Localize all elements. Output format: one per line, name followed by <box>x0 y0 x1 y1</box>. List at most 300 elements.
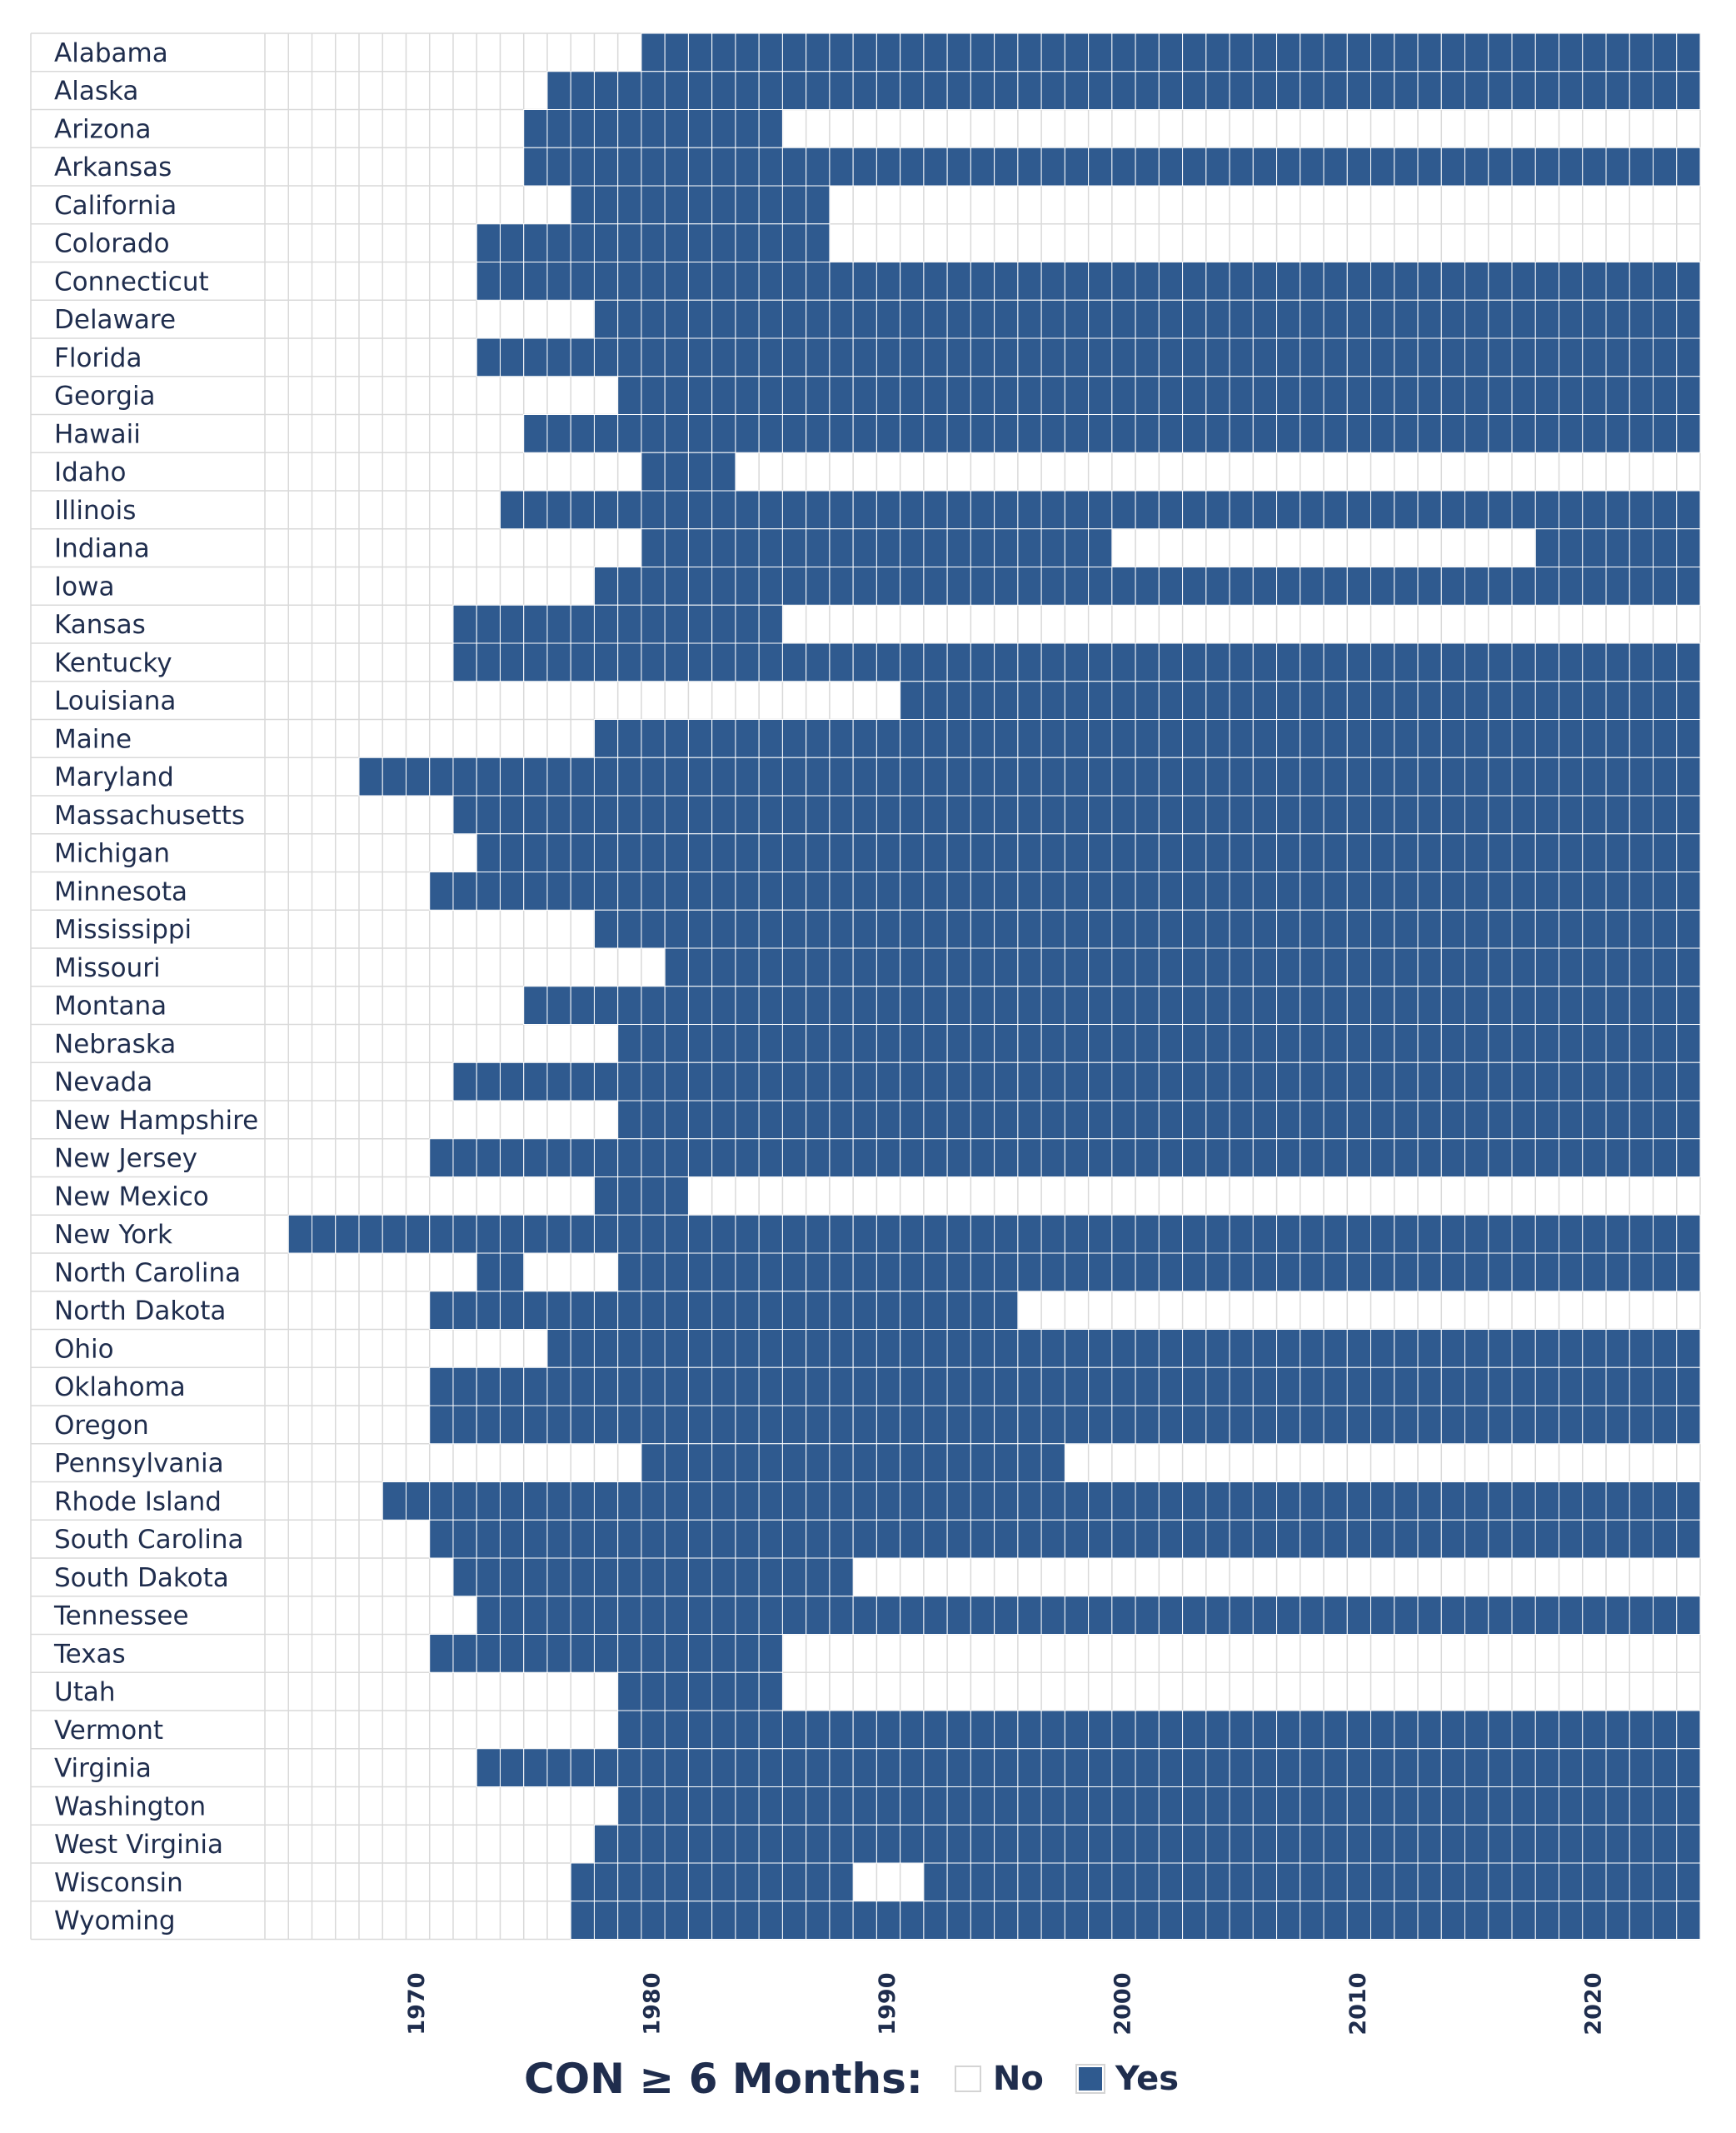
cell-yes <box>1465 1139 1489 1177</box>
cell-yes <box>1065 147 1088 186</box>
cell-yes <box>1018 1787 1041 1826</box>
cell-yes <box>759 1635 782 1673</box>
cell-yes <box>641 720 665 758</box>
cell-yes <box>1347 987 1370 1025</box>
cell-yes <box>970 1520 994 1558</box>
cell-yes <box>1230 1825 1253 1863</box>
cell-yes <box>1394 1330 1418 1368</box>
cell-yes <box>1065 300 1088 338</box>
cell-yes <box>1277 300 1300 338</box>
cell-yes <box>947 72 970 110</box>
cell-yes <box>500 262 523 301</box>
cell-yes <box>853 1139 876 1177</box>
cell-yes <box>995 1863 1018 1901</box>
row-label: Arkansas <box>54 152 172 183</box>
cell-yes <box>524 147 547 186</box>
cell-yes <box>782 834 806 872</box>
cell-yes <box>1418 1596 1441 1635</box>
cell-yes <box>995 377 1018 415</box>
cell-yes <box>594 1406 617 1444</box>
cell-yes <box>970 415 994 453</box>
cell-yes <box>1018 796 1041 834</box>
cell-yes <box>712 1825 736 1863</box>
cell-yes <box>759 33 782 72</box>
cell-yes <box>1159 910 1182 948</box>
cell-yes <box>453 1482 476 1521</box>
cell-yes <box>1089 491 1112 529</box>
cell-yes <box>1418 910 1441 948</box>
cell-yes <box>1629 1025 1653 1063</box>
cell-yes <box>1135 1787 1159 1826</box>
cell-yes <box>1041 987 1065 1025</box>
cell-yes <box>970 1825 994 1863</box>
row-label: Montana <box>54 991 167 1022</box>
cell-yes <box>1183 1215 1206 1253</box>
cell-yes <box>1465 1482 1489 1521</box>
cell-yes <box>806 1025 830 1063</box>
cell-yes <box>1018 1825 1041 1863</box>
cell-yes <box>947 834 970 872</box>
cell-yes <box>1606 33 1629 72</box>
cell-yes <box>1112 796 1135 834</box>
cell-yes <box>1418 643 1441 682</box>
cell-yes <box>1583 1253 1606 1291</box>
row-label: Michigan <box>54 838 170 869</box>
cell-yes <box>1277 147 1300 186</box>
cell-yes <box>1206 757 1230 796</box>
cell-yes <box>571 1215 594 1253</box>
cell-yes <box>876 377 900 415</box>
cell-yes <box>688 377 711 415</box>
cell-yes <box>712 186 736 224</box>
cell-yes <box>1159 1025 1182 1063</box>
cell-yes <box>782 1558 806 1596</box>
cell-yes <box>1183 872 1206 911</box>
cell-yes <box>970 910 994 948</box>
cell-yes <box>830 910 853 948</box>
cell-yes <box>1654 567 1677 606</box>
cell-yes <box>806 1596 830 1635</box>
cell-yes <box>1347 147 1370 186</box>
cell-yes <box>1606 567 1629 606</box>
cell-yes <box>853 1101 876 1139</box>
cell-yes <box>1135 1749 1159 1787</box>
cell-yes <box>665 452 688 491</box>
cell-yes <box>618 1139 641 1177</box>
cell-yes <box>1535 529 1559 567</box>
cell-yes <box>1300 1025 1324 1063</box>
cell-yes <box>1489 1215 1512 1253</box>
cell-yes <box>1629 834 1653 872</box>
cell-yes <box>618 415 641 453</box>
cell-yes <box>759 1253 782 1291</box>
cell-yes <box>641 33 665 72</box>
cell-yes <box>665 720 688 758</box>
cell-yes <box>594 643 617 682</box>
cell-yes <box>571 1749 594 1787</box>
cell-yes <box>1300 987 1324 1025</box>
cell-yes <box>830 1215 853 1253</box>
cell-yes <box>571 1558 594 1596</box>
cell-yes <box>1535 1787 1559 1826</box>
cell-yes <box>876 1749 900 1787</box>
cell-yes <box>995 834 1018 872</box>
cell-yes <box>1277 1863 1300 1901</box>
cell-yes <box>1183 834 1206 872</box>
cell-yes <box>571 72 594 110</box>
cell-yes <box>1089 948 1112 987</box>
cell-yes <box>876 1253 900 1291</box>
cell-yes <box>712 529 736 567</box>
cell-yes <box>1441 1520 1464 1558</box>
cell-yes <box>924 1367 947 1406</box>
cell-yes <box>1606 1025 1629 1063</box>
cell-yes <box>1654 1025 1677 1063</box>
cell-yes <box>1583 757 1606 796</box>
cell-yes <box>1441 1596 1464 1635</box>
cell-yes <box>1441 1863 1464 1901</box>
cell-yes <box>1394 1139 1418 1177</box>
cell-yes <box>1465 1101 1489 1139</box>
cell-yes <box>500 1749 523 1787</box>
cell-yes <box>665 377 688 415</box>
cell-yes <box>806 948 830 987</box>
cell-yes <box>1300 72 1324 110</box>
cell-yes <box>1159 338 1182 377</box>
cell-yes <box>1583 1139 1606 1177</box>
cell-yes <box>1441 338 1464 377</box>
cell-yes <box>594 1367 617 1406</box>
cell-yes <box>1512 1901 1535 1940</box>
cell-yes <box>665 1520 688 1558</box>
cell-yes <box>476 1406 500 1444</box>
cell-yes <box>1418 872 1441 911</box>
cell-yes <box>736 147 759 186</box>
cell-yes <box>1065 1482 1088 1521</box>
cell-yes <box>524 605 547 643</box>
cell-yes <box>1418 757 1441 796</box>
cell-yes <box>1559 1215 1583 1253</box>
cell-yes <box>970 1139 994 1177</box>
cell-yes <box>947 567 970 606</box>
cell-yes <box>1018 948 1041 987</box>
cell-yes <box>947 1711 970 1749</box>
cell-yes <box>665 186 688 224</box>
cell-yes <box>641 910 665 948</box>
cell-yes <box>665 1025 688 1063</box>
cell-yes <box>900 491 924 529</box>
cell-yes <box>1112 300 1135 338</box>
cell-yes <box>1583 1367 1606 1406</box>
cell-yes <box>1277 910 1300 948</box>
cell-yes <box>924 415 947 453</box>
cell-yes <box>1512 1330 1535 1368</box>
cell-yes <box>830 338 853 377</box>
cell-yes <box>1654 1253 1677 1291</box>
cell-yes <box>970 338 994 377</box>
cell-yes <box>1041 377 1065 415</box>
cell-yes <box>688 1025 711 1063</box>
cell-yes <box>1112 1482 1135 1521</box>
cell-yes <box>453 757 476 796</box>
cell-yes <box>1018 147 1041 186</box>
cell-yes <box>759 415 782 453</box>
cell-yes <box>1065 682 1088 720</box>
cell-yes <box>1654 529 1677 567</box>
cell-yes <box>1324 1863 1347 1901</box>
cell-yes <box>1371 147 1394 186</box>
cell-yes <box>1418 1482 1441 1521</box>
cell-yes <box>1583 147 1606 186</box>
cell-yes <box>806 224 830 262</box>
cell-yes <box>641 1406 665 1444</box>
cell-yes <box>476 872 500 911</box>
cell-yes <box>900 757 924 796</box>
cell-yes <box>759 72 782 110</box>
cell-yes <box>782 338 806 377</box>
cell-yes <box>1677 796 1700 834</box>
cell-yes <box>641 1139 665 1177</box>
cell-yes <box>924 1291 947 1330</box>
cell-yes <box>1606 682 1629 720</box>
cell-yes <box>1206 1025 1230 1063</box>
cell-yes <box>995 491 1018 529</box>
cell-yes <box>1535 1253 1559 1291</box>
cell-yes <box>759 872 782 911</box>
cell-yes <box>995 300 1018 338</box>
cell-yes <box>1418 1863 1441 1901</box>
cell-yes <box>1654 1749 1677 1787</box>
cell-yes <box>594 1825 617 1863</box>
cell-yes <box>736 948 759 987</box>
cell-yes <box>1606 1901 1629 1940</box>
cell-yes <box>476 1558 500 1596</box>
cell-yes <box>736 1749 759 1787</box>
cell-yes <box>1277 643 1300 682</box>
cell-yes <box>1159 1482 1182 1521</box>
cell-yes <box>1465 910 1489 948</box>
cell-yes <box>1089 682 1112 720</box>
cell-yes <box>1018 1520 1041 1558</box>
cell-yes <box>876 948 900 987</box>
cell-yes <box>900 1253 924 1291</box>
cell-yes <box>1135 1025 1159 1063</box>
cell-yes <box>641 1596 665 1635</box>
cell-yes <box>759 834 782 872</box>
cell-yes <box>712 1291 736 1330</box>
cell-yes <box>900 796 924 834</box>
cell-yes <box>1583 338 1606 377</box>
cell-yes <box>1300 1101 1324 1139</box>
cell-yes <box>1677 72 1700 110</box>
legend-title: CON ≥ 6 Months: <box>523 2055 923 2103</box>
cell-yes <box>970 948 994 987</box>
cell-yes <box>1300 1711 1324 1749</box>
cell-yes <box>1535 1406 1559 1444</box>
cell-yes <box>876 415 900 453</box>
row-label: Rhode Island <box>54 1486 222 1517</box>
cell-yes <box>1677 682 1700 720</box>
cell-yes <box>1159 948 1182 987</box>
cell-yes <box>1559 1825 1583 1863</box>
cell-yes <box>547 415 571 453</box>
cell-yes <box>1535 1062 1559 1101</box>
cell-yes <box>1394 33 1418 72</box>
cell-yes <box>1489 1330 1512 1368</box>
cell-yes <box>476 1482 500 1521</box>
cell-yes <box>1512 1825 1535 1863</box>
cell-yes <box>1230 796 1253 834</box>
cell-yes <box>1559 491 1583 529</box>
cell-yes <box>618 72 641 110</box>
cell-yes <box>1253 338 1276 377</box>
cell-yes <box>336 1215 359 1253</box>
cell-yes <box>924 72 947 110</box>
cell-yes <box>970 643 994 682</box>
cell-yes <box>947 1367 970 1406</box>
cell-yes <box>1371 72 1394 110</box>
cell-yes <box>1347 682 1370 720</box>
cell-yes <box>900 33 924 72</box>
cell-yes <box>1654 491 1677 529</box>
cell-yes <box>618 796 641 834</box>
row-label: Iowa <box>54 572 115 602</box>
cell-yes <box>1324 1901 1347 1940</box>
cell-yes <box>688 186 711 224</box>
cell-yes <box>1535 1520 1559 1558</box>
cell-yes <box>736 796 759 834</box>
cell-yes <box>594 491 617 529</box>
cell-yes <box>641 1062 665 1101</box>
cell-yes <box>853 1444 876 1482</box>
cell-yes <box>1300 1901 1324 1940</box>
cell-yes <box>853 872 876 911</box>
cell-yes <box>1347 1711 1370 1749</box>
cell-yes <box>830 643 853 682</box>
cell-yes <box>712 33 736 72</box>
cell-yes <box>594 110 617 148</box>
cell-yes <box>924 872 947 911</box>
row-label: Nebraska <box>54 1029 177 1060</box>
cell-yes <box>1559 1482 1583 1521</box>
cell-yes <box>665 1330 688 1368</box>
cell-yes <box>1206 643 1230 682</box>
cell-yes <box>947 529 970 567</box>
cell-yes <box>1183 1062 1206 1101</box>
cell-yes <box>1512 987 1535 1025</box>
cell-yes <box>524 415 547 453</box>
row-label: Indiana <box>54 533 150 564</box>
cell-yes <box>1347 834 1370 872</box>
cell-yes <box>1629 643 1653 682</box>
cell-yes <box>1441 1787 1464 1826</box>
cell-yes <box>1465 948 1489 987</box>
cell-yes <box>1677 491 1700 529</box>
cell-yes <box>1677 1520 1700 1558</box>
cell-yes <box>1489 1787 1512 1826</box>
cell-yes <box>594 1139 617 1177</box>
cell-yes <box>1277 757 1300 796</box>
cell-yes <box>547 987 571 1025</box>
cell-yes <box>853 1215 876 1253</box>
cell-yes <box>1277 1215 1300 1253</box>
cell-yes <box>1253 300 1276 338</box>
cell-yes <box>830 1825 853 1863</box>
cell-yes <box>1441 1406 1464 1444</box>
cell-yes <box>688 1062 711 1101</box>
cell-yes <box>1206 1825 1230 1863</box>
cell-yes <box>806 1330 830 1368</box>
cell-yes <box>1089 757 1112 796</box>
cell-yes <box>1512 720 1535 758</box>
cell-yes <box>876 147 900 186</box>
cell-yes <box>571 491 594 529</box>
cell-yes <box>688 1672 711 1711</box>
cell-yes <box>1206 1863 1230 1901</box>
cell-yes <box>1489 1062 1512 1101</box>
cell-yes <box>1065 1215 1088 1253</box>
cell-yes <box>1512 491 1535 529</box>
cell-yes <box>782 1215 806 1253</box>
cell-yes <box>830 1558 853 1596</box>
cell-yes <box>924 377 947 415</box>
cell-yes <box>1183 1863 1206 1901</box>
cell-yes <box>1347 300 1370 338</box>
cell-yes <box>995 33 1018 72</box>
cell-yes <box>1677 1863 1700 1901</box>
cell-yes <box>759 605 782 643</box>
cell-yes <box>1583 1101 1606 1139</box>
cell-yes <box>1465 147 1489 186</box>
cell-yes <box>1347 1406 1370 1444</box>
cell-yes <box>900 682 924 720</box>
cell-yes <box>1606 1749 1629 1787</box>
cell-yes <box>1677 415 1700 453</box>
cell-yes <box>1583 910 1606 948</box>
cell-yes <box>524 262 547 301</box>
cell-yes <box>665 796 688 834</box>
cell-yes <box>876 1787 900 1826</box>
cell-yes <box>1089 147 1112 186</box>
cell-yes <box>1512 1025 1535 1063</box>
cell-yes <box>1324 1596 1347 1635</box>
cell-yes <box>830 33 853 72</box>
cell-yes <box>806 338 830 377</box>
cell-yes <box>970 262 994 301</box>
cell-yes <box>1041 1367 1065 1406</box>
cell-yes <box>1677 1482 1700 1521</box>
cell-yes <box>995 1062 1018 1101</box>
cell-yes <box>641 796 665 834</box>
row-label: California <box>54 190 177 221</box>
cell-yes <box>1065 1520 1088 1558</box>
cell-yes <box>736 1672 759 1711</box>
cell-yes <box>430 1367 453 1406</box>
cell-yes <box>1135 910 1159 948</box>
cell-yes <box>1606 948 1629 987</box>
cell-yes <box>618 1520 641 1558</box>
cell-yes <box>995 1825 1018 1863</box>
cell-yes <box>1489 338 1512 377</box>
cell-yes <box>1300 1825 1324 1863</box>
cell-yes <box>853 1520 876 1558</box>
cell-yes <box>1441 300 1464 338</box>
cell-yes <box>1206 834 1230 872</box>
cell-yes <box>1324 1253 1347 1291</box>
cell-yes <box>1300 682 1324 720</box>
cell-yes <box>1159 872 1182 911</box>
cell-yes <box>712 110 736 148</box>
